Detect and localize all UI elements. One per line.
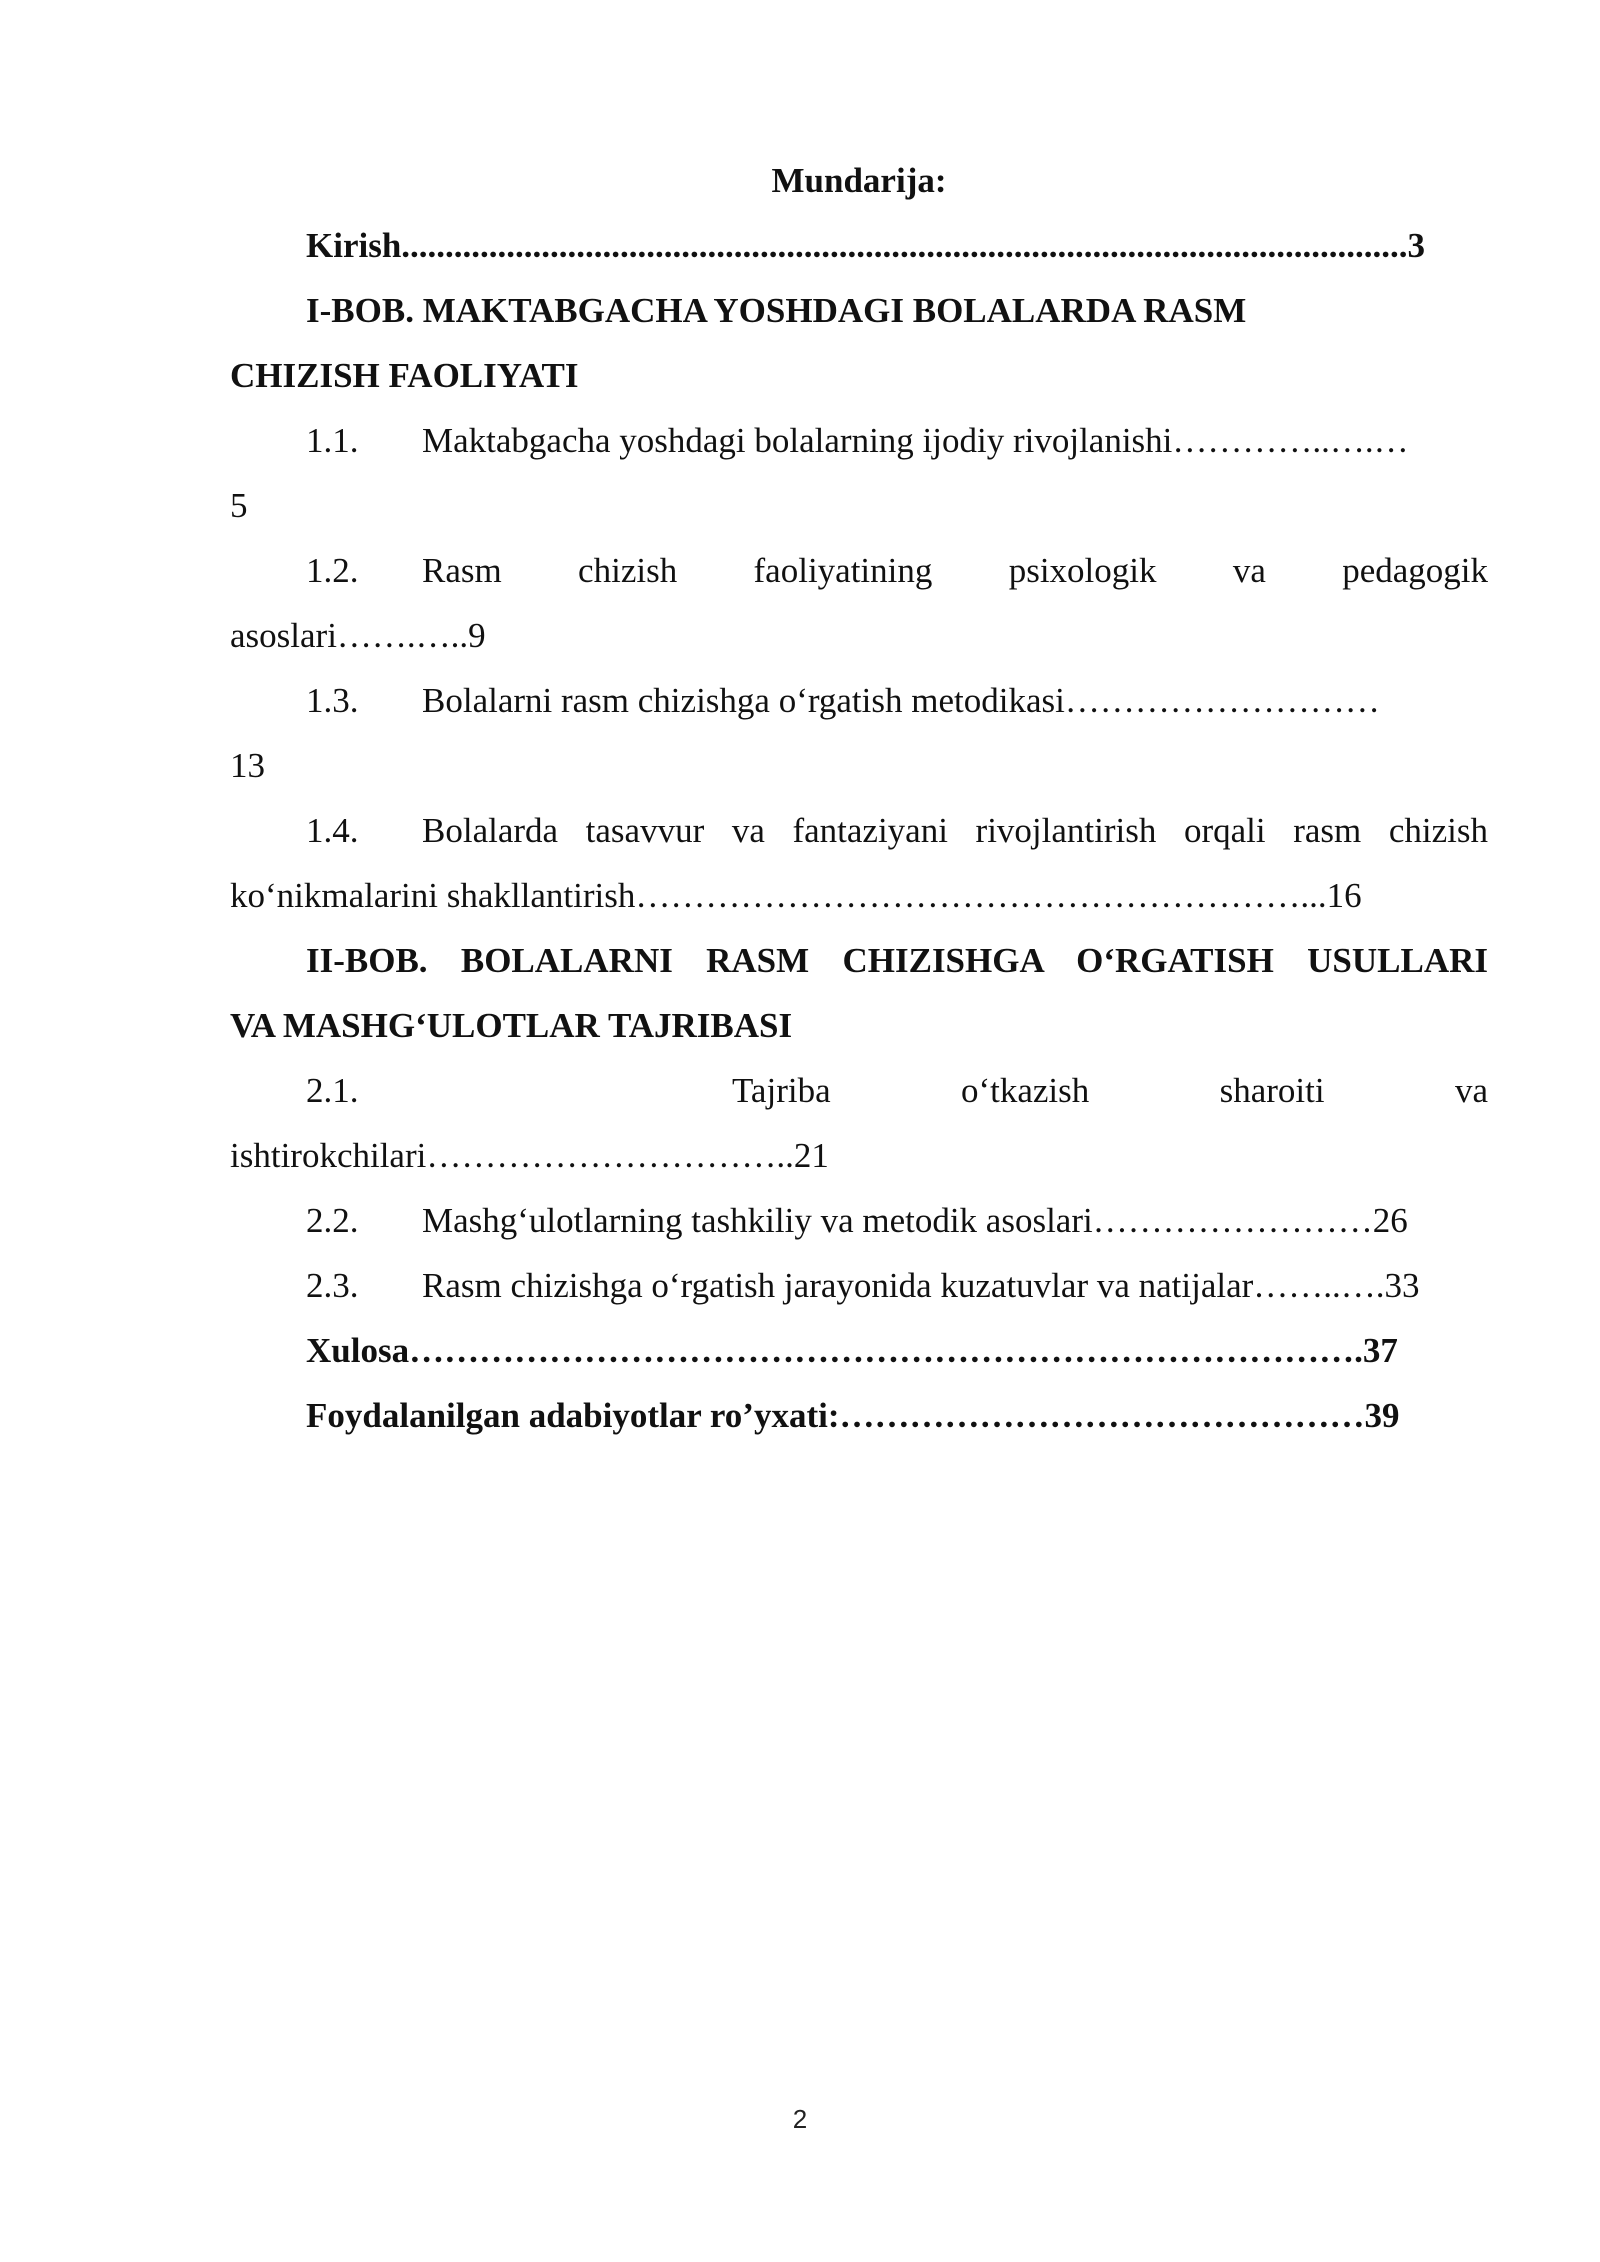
toc-entry-text: Maktabgacha yoshdagi bolalarning ijodiy rivojlanishi…………..….… — [422, 421, 1409, 460]
toc-entry-number: 1.2. — [306, 551, 359, 590]
toc-entry-conclusion: Xulosa……………………………………………………………………….37 — [306, 1331, 1398, 1370]
table-of-contents — [230, 148, 1488, 1448]
toc-entry-text: Tajriba o‘tkazish sharoiti va — [732, 1071, 1488, 1110]
toc-entry-number: 2.1. — [306, 1071, 359, 1110]
toc-entry-number: 2.2. — [306, 1201, 359, 1240]
toc-entry-text: Rasm chizishga o‘rgatish jarayonida kuzatuvlar va natijalar……..….33 — [422, 1266, 1420, 1305]
toc-chapter-1-line-1: I-BOB. MAKTABGACHA YOSHDAGI BOLALARDA RASM — [306, 291, 1247, 330]
toc-entry-text: Mashg‘ulotlarning tashkiliy va metodik asoslari……………………26 — [422, 1201, 1408, 1240]
toc-chapter-2-line-1: II-BOB. BOLALARNI RASM CHIZISHGA O‘RGATISH USULLARI — [306, 941, 1488, 980]
toc-chapter-2-line-2: VA MASHG‘ULOTLAR TAJRIBASI — [230, 1006, 793, 1045]
toc-entry-1-1-page: 5 — [230, 486, 248, 525]
toc-entry-text: Bolalarda tasavvur va fantaziyani rivojlantirish orqali rasm chizish — [422, 811, 1488, 850]
toc-entry-1-4 — [230, 798, 1488, 863]
toc-entry-2-2 — [230, 1188, 1488, 1253]
toc-chapter-1-line-2: CHIZISH FAOLIYATI — [230, 356, 579, 395]
toc-entry-text: Rasm chizish faoliyatining psixologik va pedagogik — [422, 551, 1488, 590]
toc-entry-number: 1.4. — [306, 811, 359, 850]
toc-entry-1-2 — [230, 538, 1488, 603]
toc-entry-1-4-continued: ko‘nikmalarini shakllantirish…………………………………………………...16 — [230, 876, 1362, 915]
toc-entry-2-1 — [230, 1058, 1488, 1123]
toc-entry-text: Bolalarni rasm chizishga o‘rgatish metodikasi……………………… — [422, 681, 1380, 720]
toc-entry-1-2-continued: asoslari…….…..9 — [230, 616, 486, 655]
page-number: 2 — [792, 2104, 808, 2134]
toc-title: Mundarija: — [771, 161, 947, 200]
toc-entry-number: 1.1. — [306, 421, 359, 460]
toc-entry-2-1-continued: ishtirokchilari…………………………..21 — [230, 1136, 829, 1175]
toc-entry-2-3 — [230, 1253, 1488, 1318]
toc-entry-number: 2.3. — [306, 1266, 359, 1305]
toc-entry-1-3-page: 13 — [230, 746, 265, 785]
toc-entry-intro: Kirish...................................................................................................................3 — [306, 226, 1426, 265]
toc-entry-references: Foydalanilgan adabiyotlar ro’yxati:………………………………………39 — [306, 1396, 1400, 1435]
toc-entry-number: 1.3. — [306, 681, 359, 720]
toc-entry-1-3 — [230, 668, 1488, 733]
toc-entry-1-1 — [230, 408, 1488, 473]
